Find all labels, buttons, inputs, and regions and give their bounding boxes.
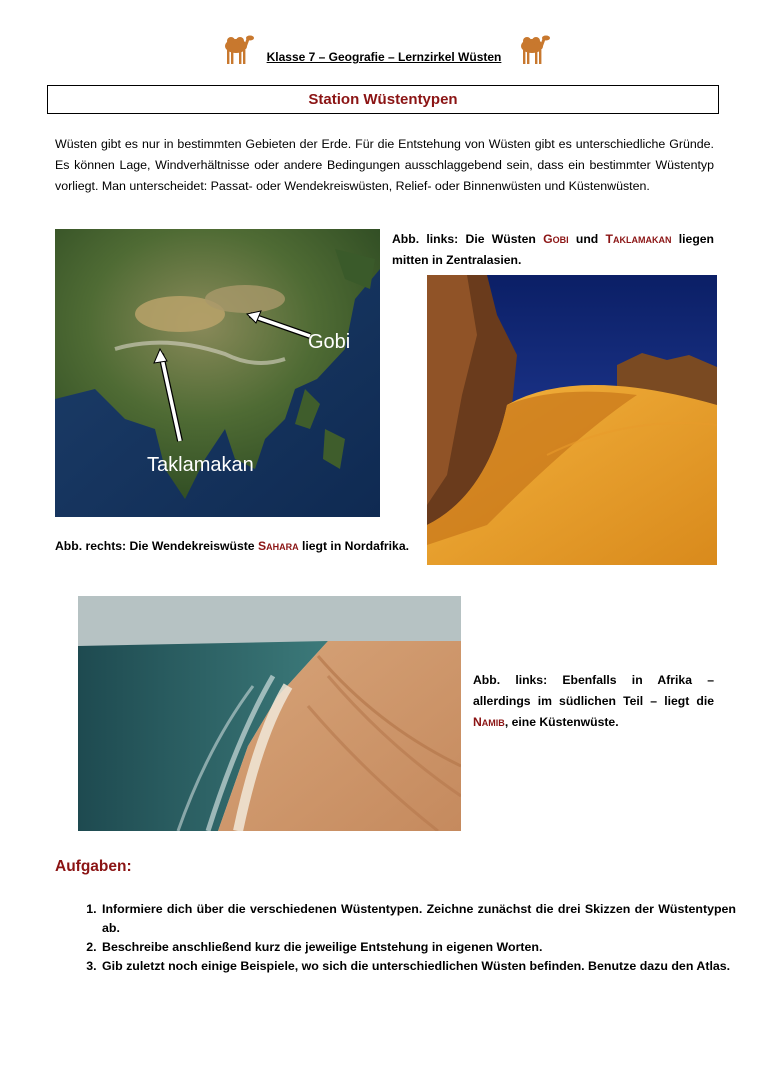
caption-namib: Abb. links: Ebenfalls in Afrika – allerdings im südlichen Teil – liegt die Namib, eine Küstenwüste. (473, 673, 714, 729)
task-item: 1. Informiere dich über die verschiedenen Wüstentypen. Zeichne zunächst die drei Skizzen der Wüstentypen ab. (100, 900, 736, 938)
task-list (78, 900, 736, 976)
task-item: 2. Beschreibe anschließend kurz die jeweilige Entstehung in eigenen Worten. (100, 938, 736, 957)
sahara-image (427, 275, 717, 565)
tasks-heading: Aufgaben: (55, 858, 132, 875)
asia-map-image (55, 229, 380, 517)
page-title: Station Wüstentypen (47, 85, 719, 114)
map-label-gobi: Gobi (308, 331, 351, 353)
map-label-taklamakan: Taklamakan (147, 454, 254, 476)
namib-image (78, 596, 461, 831)
task-item: 3. Gib zuletzt noch einige Beispiele, wo sich die unterschiedlichen Wüsten befinden. Benutze dazu den Atlas. (100, 957, 736, 976)
caption-gobi-taklamakan: Abb. links: Die Wüsten Gobi und Taklamakan liegen mitten in Zentralasien. (392, 232, 715, 267)
camel-icon (512, 32, 552, 66)
intro-paragraph: Wüsten gibt es nur in bestimmten Gebieten der Erde. Für die Entstehung von Wüsten gibt es unterschiedliche Gründe. Es können Lage, Windverhältnisse oder andere Bedingungen ausschlaggebend sein, dass ein bestimmter Wüstentyp vorliegt. Man unterscheidet: Passat- oder Wendekreiswüsten, Relief- oder Binnenwüsten und Küstenwüsten. (55, 137, 714, 193)
caption-sahara: Abb. rechts: Die Wendekreiswüste Sahara liegt in Nordafrika. (55, 539, 409, 553)
page-header: Klasse 7 – Geografie – Lernzirkel Wüsten (266, 50, 502, 64)
